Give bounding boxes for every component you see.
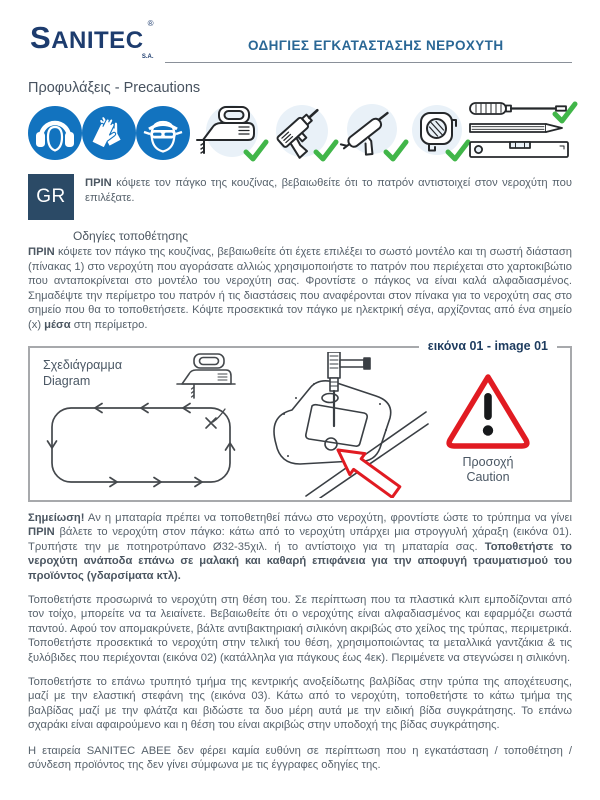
caulk-gun-icon [336,101,406,165]
caution-block [428,368,548,485]
instructions-heading: Οδηγίες τοποθέτησης [73,229,188,243]
caution-caption-en: Caution [466,469,510,484]
brand-name: SANITEC [30,20,144,55]
diagram-caption-el: Σχεδιάγραμμα [43,357,123,372]
note-paragraph: Σημείωση! Αν η μπαταρία πρέπει να τοποθετηθεί πάνω στο νεροχύτη, φροντίστε ώστε το τρύπημα να γίνει ΠΡΙΝ βάλετε το νεροχύτη στον πάγκο: κάτω από το νεροχύτη υπάρχει μια στρογγυλή χάραξη (εικόνα 01). Τρυπήστε την με ποτηροτρύπανο Ø32-35χιλ. ή το αντίστοιχο για τη μπαταρία σας. Τοποθετήστε το νεροχύτη ανάποδα επάνω σε μαλακή και καθαρή επιφάνεια για την αποφυγή τραυματισμού του προϊόντος (γδαρσίματα κτλ). [28,511,573,582]
precaution-icons-row [28,101,572,167]
header-divider [165,62,572,63]
placement-paragraph: Τοποθετήστε προσωρινά το νεροχύτη στη θέση του. Σε περίπτωση που τα πλαστικά κλιπ εμποδίζονται από τον τοίχο, μπορείτε να τα λειαίνετε. Βεβαιωθείτε ότι ο νεροχύτης είναι αλφαδιασμένος και εφαρμόζει σωστά παντού. Αφού τον απομακρύνετε, βάλτε αντιβακτηριακή σιλικόνη ακριβώς στο χείλος της τρύπας, περιμετρικά. Τοποθετήστε προσεκτικά το νεροχύτη στην τελική του θέση, χρησιμοποιώντας τα μεταλλικά γαντζάκια & τις ξυλόβιδες που περιέχονται (εικόνα 02) (κατάλληλα για πάγκους έως 4εκ). Περιμένετε να στεγνώσει η σιλικόνη. [28,593,572,664]
gr-note [28,174,572,220]
valve-paragraph: Τοποθετήστε το επάνω τρυπητό τμήμα της κεντρικής ανοξείδωτης βαλβίδας στην τρύπα της αποχέτευσης, μαζί με την ελαστική στεφάνη της (εικόνα 03). Κάτω από το νεροχύτη, τοποθετήστε το κάτω τμήμα της βαλβίδας μαζί με την φλάτζα και βιδώστε τα δυο μέρη αυτά με την ειδική βίδα συγκράτησης. Το επάνω σχαράκι είναι αφαιρούμενο και η θέση του είναι ακριβώς στην υποδοχή της βίδας συγκράτησης. [28,675,572,732]
sanitec-logo [30,19,154,60]
precautions-heading: Προφυλάξεις - Precautions [28,80,201,96]
warning-triangle-icon [442,368,534,452]
document-header [0,0,600,76]
protective-gloves-icon [82,106,136,160]
sink-installation-illustration [248,352,430,498]
instructions-paragraph: ΠΡΙΝ κόψετε τον πάγκο της κουζίνας, βεβαιωθείτε ότι έχετε επιλέξει το σωστό μοντέλο και τη σωστή διάσταση (πίνακας 1) στο νεροχύτη που αγοράσατε αλλιώς χρησιμοποιήστε το πατρόν που περιέχεται στο χαρτοκιβώτιο που ανταποκρίνεται στο μοντέλο του νεροχύτη σας. Φροντίστε ο πάγκος να είναι καλά αλφαδιασμένος. Σημαδέψτε την περίμετρο του πατρόν ή τις διαστάσεις που αναφέρονται στον πίνακα για το νεροχύτη σας στο σημείο που θα το τοποθετήσετε. Κόψτε προσεκτικά τον πάγκο με ηλεκτρική σέγα, αρχίζοντας από ένα σημείο (x) μέσα στη περίμετρο. [28,246,572,331]
hand-tools-icon [468,101,574,163]
gr-note-text: ΠΡΙΝ κόψετε τον πάγκο της κουζίνας, βεβαιωθείτε ότι το πατρόν αντιστοιχεί στον νεροχύτη που επιλέξατε. [85,177,572,204]
caution-caption-el: Προσοχή [462,454,514,469]
red-arrow-pointer [338,450,400,497]
tape-measure-icon [406,101,468,165]
registered-mark: ® [147,19,154,28]
logo-subtitle: S.A. [141,54,154,60]
face-protection-icon [136,106,190,160]
ear-protection-icon [28,106,82,160]
diagram-caption-en: Diagram [43,373,91,388]
gr-language-badge: GR [28,174,74,220]
figure-01 [28,338,572,502]
jigsaw-icon [190,101,266,165]
figure-label: εικόνα 01 - image 01 [419,339,557,353]
drill-icon [266,101,336,165]
cutting-diagram-illustration [38,352,250,494]
page-title: ΟΔΗΓΙΕΣ ΕΓΚΑΤΑΣΤΑΣΗΣ ΝΕΡΟΧΥΤΗ [248,38,504,53]
checkmark-icon [552,101,578,161]
disclaimer-paragraph: Η εταιρεία SANITEC ΑΒΕΕ δεν φέρει καμία ευθύνη σε περίπτωση που η εγκατάσταση / τοποθέτηση / σύνδεση προϊόντος της δεν γίνει σύμφωνα με τις έγγραφες οδηγίες της. [28,744,572,772]
caution-caption [428,455,548,485]
